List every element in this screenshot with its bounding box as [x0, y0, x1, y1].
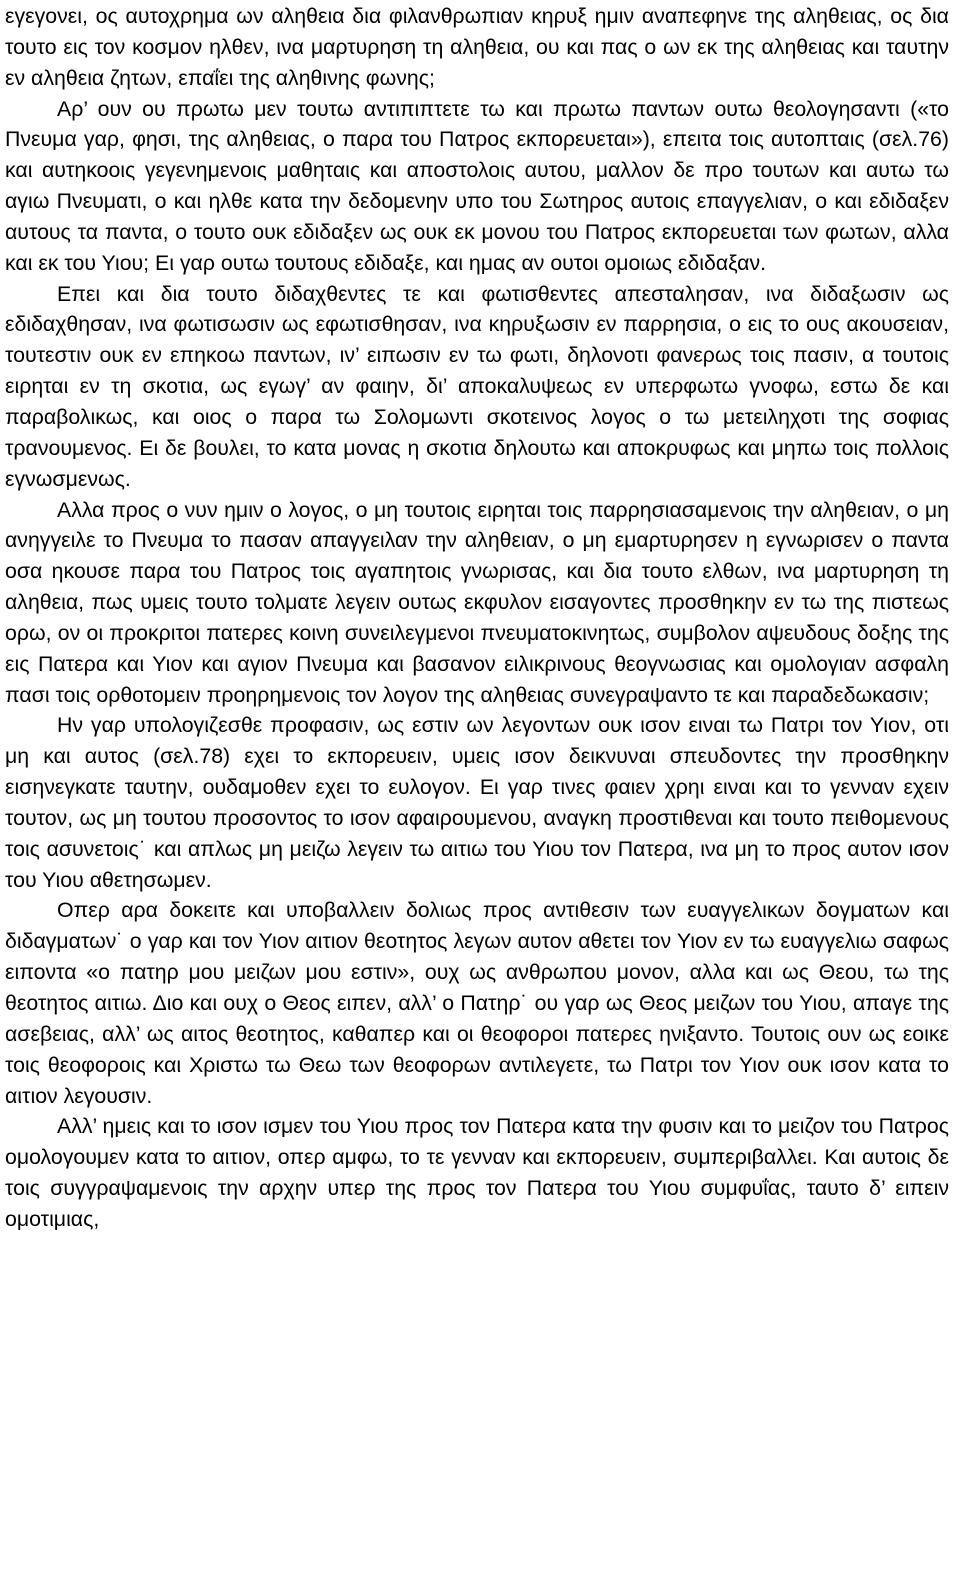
paragraph-4: Αλλα προς ο νυν ημιν ο λογος, ο μη τουτοις ειρηται τοις παρρησιασαμενοις την αληθειαν, ο μη ανηγγειλε το Πνευμα το πασαν απαγγειλαν την αληθειαν, ο μη εμαρτυρησεν η εγνωρισεν ο παντα οσα ηκουσε παρα του Πατρος τοις αγαπητοις γνωρισας, και δια τουτο ελθων, ινα μαρτυρηση τη αληθεια, πως υμεις τουτο τολματε λεγειν ουτως εκφυλον εισαγοντες προσθηκην εν τω της πιστεως ορω, ον οι προκριτοι πατερες κοινη συνειλεγμενοι πνευματοκινητως, συμβολον αψευδους δοξης της εις Πατερα και Υιον και αγιον Πνευμα και βασανον ειλικρινους θεογνωσιας και ομολογιαν ασφαλη πασι τοις ορθοτομειν προηρημενοις τον λογον της αληθειας συνεγραψαντο τε και παραδεδωκασιν; — [5, 497, 949, 707]
paragraph-3: Επει και δια τουτο διδαχθεντες τε και φωτισθεντες απεσταλησαν, ινα διδαξωσιν ως εδιδαχθησαν, ινα φωτισωσιν ως εφωτισθησαν, ινα κηρυξωσιν εν παρρησια, ο εις το ους ακουσειαν, τουτεστιν ουκ εν επηκοω παντων, ιν’ ειπωσιν εν τω φωτι, δηλονοτι φανερως τοις πασιν, α τουτοις ειρηται εν τη σκοτια, ως εγωγ’ αν φαιην, δι’ αποκαλυψεως εν υπερφωτω γνοφω, εστω δε και παραβολικως, και οιος ο παρα τω Σολομωντι σκοτεινος λογος ο τω μετειληχοτι της σοφιας τρανουμενος. Ει δε βουλει, το κατα μονας η σκοτια δηλουτω και αποκρυφως και μηπω τοις πολλοις εγνωσμενως. — [5, 281, 949, 491]
paragraph-7: Αλλ’ ημεις και το ισον ισμεν του Υιου προς τον Πατερα κατα την φυσιν και το μειζον του Πατρος ομολογουμεν κατα το αιτιον, οπερ αμφω, το τε γενναν και εκπορευειν, συμπεριβαλλει. Και αυτοις δε τοις συγγραψαμενοις την αρχην υπερ της προς τον Πατερα του Υιου συμφυΐας, ταυτο δ’ ειπειν ομοτιμιας, — [5, 1114, 949, 1231]
paragraph-5: Ην γαρ υπολογιζεσθε προφασιν, ως εστιν ων λεγοντων ουκ ισον ειναι τω Πατρι τον Υιον, οτι μη και αυτος (σελ.78) εχει το εκπορευειν, υμεις ισον δεικνυναι σπευδοντες την προσθηκην εισηνεγκατε ταυτην, ουδαμοθεν εχει το ευλογον. Ει γαρ τινες φαιεν χρηι ειναι και το γενναν εχειν τουτον, ως μη τουτου προσοντος το ισον αφαιρουμενου, αναγκη προστιθεναι και τουτο πειθομενους τοις ασυνετοις˙ και απλως μη μειζω λεγειν τω αιτιω του Υιου τον Πατερα, ινα μη το προς αυτον ισον του Υιου αθετησωμεν. — [5, 713, 949, 892]
document-page — [5, 1, 949, 1235]
paragraph-2: Αρ’ ουν ου πρωτω μεν τουτω αντιπιπτετε τω και πρωτω παντων ουτω θεολογησαντι («το Πνευμα γαρ, φησι, της αληθειας, ο παρα του Πατρος εκπορευεται»), επειτα τοις αυτοπταις (σελ.76) και αυτηκοοις γεγενημενοις μαθηταις και αποστολοις αυτου, μαλλον δε προ τουτων και αυτω τω αγιω Πνευματι, ο και ηλθε κατα την δεδομενην υπο του Σωτηρος αυτοις επαγγελιαν, ο και εδιδαξεν αυτους τα παντα, ο τουτο ουκ εδιδαξεν ως ουκ εκ μονου του Πατρος εκπορευεται των φωτων, αλλα και εκ του Υιου; Ει γαρ ουτω τουτους εδιδαξε, και ημας αν ουτοι ομοιως εδιδαξαν. — [5, 96, 949, 275]
paragraph-6: Οπερ αρα δοκειτε και υποβαλλειν δολιως προς αντιθεσιν των ευαγγελικων δογματων και διδαγματων˙ ο γαρ και τον Υιον αιτιον θεοτητος λεγων αυτον αθετει τον Υιον εν τω ευαγγελιω σαφως ειποντα «ο πατηρ μου μειζων μου εστιν», ουχ ως ανθρωπου μονον, αλλα και ως Θεου, τω της θεοτητος αιτιω. Διο και ουχ ο Θεος ειπεν, αλλ’ ο Πατηρ˙ ου γαρ ως Θεος μειζων του Υιου, απαγε της ασεβειας, αλλ’ ως αιτος θεοτητος, καθαπερ και οι θεοφοροι πατερες ηνιξαντο. Τουτοις ουν ως εοικε τοις θεοφοροις και Χριστω τω Θεω των θεοφορων αντιλεγετε, τω Πατρι τον Υιον ουκ ισον κατα το αιτιον λεγουσιν. — [5, 898, 949, 1108]
paragraph-1: εγεγονει, ος αυτοχρημα ων αληθεια δια φιλανθρωπιαν κηρυξ ημιν αναπεφηνε της αληθειας, ος δια τουτο εις τον κοσμον ηλθεν, ινα μαρτυρηση τη αληθεια, ου και πας ο ων εκ της αληθειας και ταυτην εν αληθεια ζητων, επαΐει της αληθινης φωνης; — [5, 4, 949, 90]
